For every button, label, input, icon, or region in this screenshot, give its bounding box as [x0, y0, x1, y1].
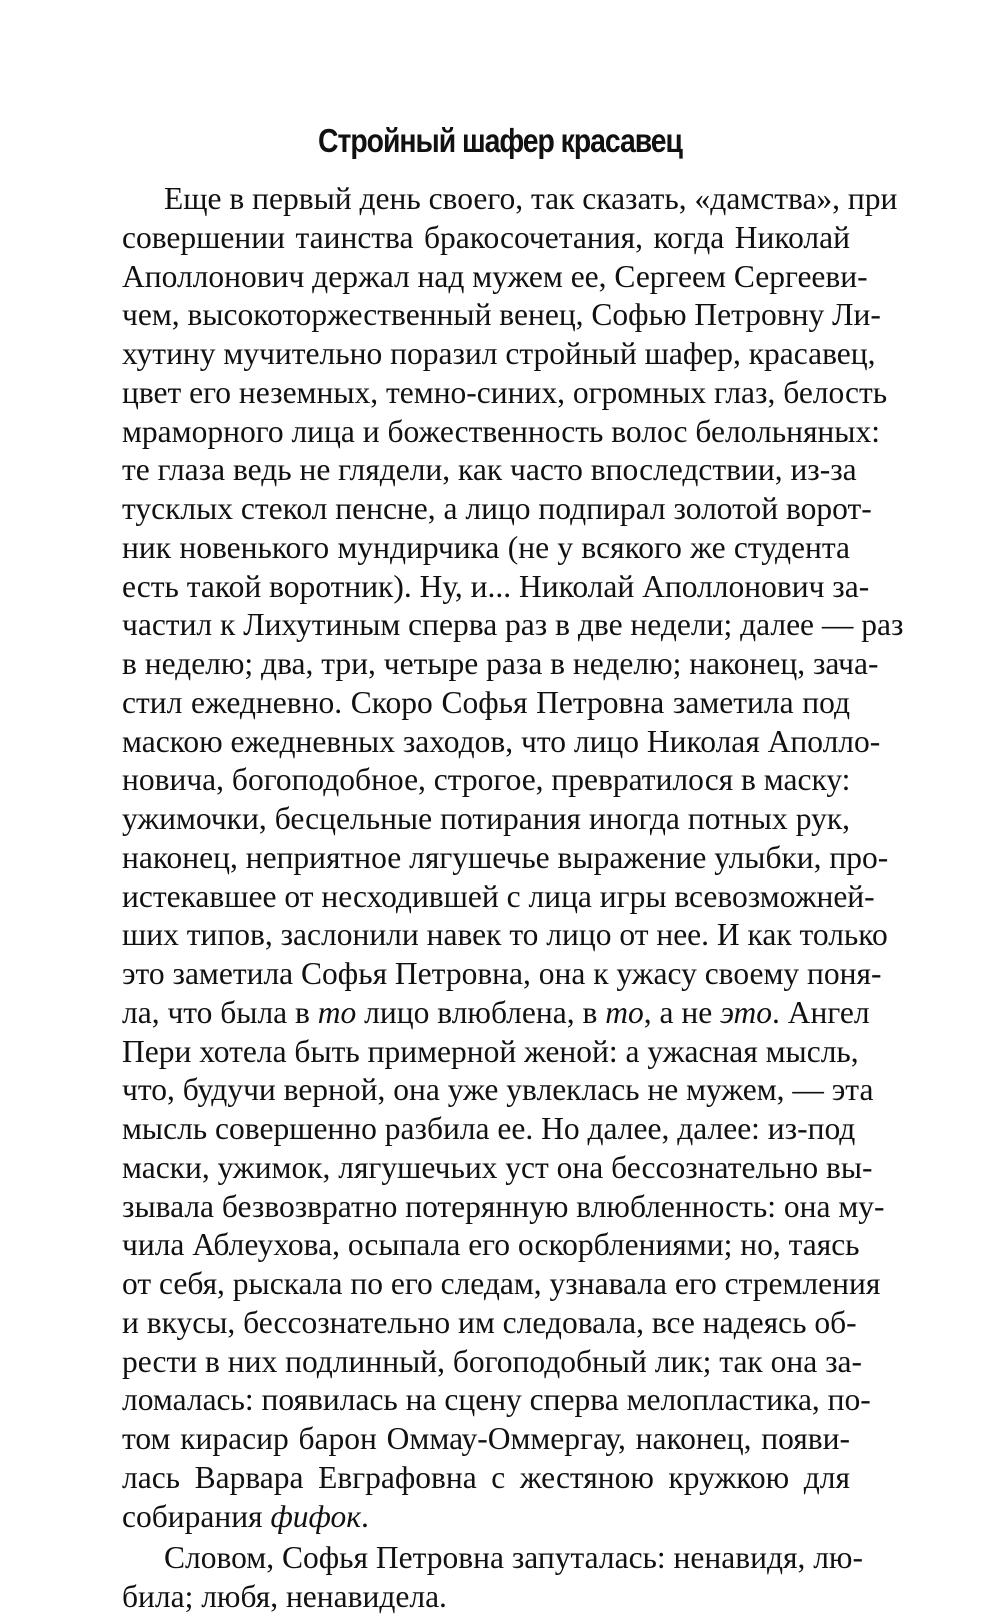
- text-run: , а не: [643, 994, 721, 1030]
- text-line: ник новенького мундирчика (не у всякого же студента: [122, 529, 850, 565]
- text-run: ла, что была в: [122, 994, 318, 1030]
- text-line: те глаза ведь не глядели, как часто впоследствии, из-за: [122, 452, 857, 488]
- text-line: маскою ежедневных заходов, что лицо Николая Аполло-: [122, 723, 881, 759]
- text-line: ших типов, заслонили навек то лицо от нее. И как только: [122, 917, 888, 953]
- text-line: совершении таинства бракосочетания, когда Николай: [122, 219, 850, 255]
- text-line: и вкусы, бессознательно им следовала, все надеясь об-: [122, 1304, 857, 1340]
- body-text: [122, 180, 904, 1617]
- text-line: стил ежедневно. Скоро Софья Петровна заметила под: [122, 684, 850, 720]
- text-line: это заметила Софья Петровна, она к ужасу своему поня-: [122, 956, 882, 991]
- text-line: что, будучи верной, она уже увлеклась не мужем, — эта: [122, 1072, 874, 1108]
- chapter-title: Стройный шафер красавец: [318, 122, 682, 159]
- text-line: наконец, неприятное лягушечье выражение улыбки, про-: [122, 839, 889, 875]
- text-line: мраморного лица и божественность волос белольняных:: [122, 413, 880, 449]
- text-line: цвет его неземных, темно-синих, огромных глаз, белость: [122, 374, 888, 410]
- text-run: .: [361, 1498, 369, 1534]
- emphasis-text: это: [720, 994, 773, 1030]
- text-line: зывала безвозвратно потерянную влюбленность: она му-: [122, 1188, 885, 1224]
- text-line: лась Варвара Евграфовна с жестяною кружкою для: [122, 1459, 850, 1495]
- emphasis-text: фифок: [270, 1498, 361, 1534]
- text-line: чила Аблеухова, осыпала его оскорблениями; но, таясь: [122, 1227, 860, 1263]
- text-line: ломалась: появилась на сцену сперва мелопластика, по-: [122, 1382, 871, 1418]
- text-line: ужимочки, бесцельные потирания иногда потных рук,: [122, 801, 850, 836]
- text-line: мысль совершенно разбила ее. Но далее, далее: из-под: [122, 1111, 856, 1146]
- text-line: частил к Лихутиным сперва раз в две недели; далее — раз: [122, 607, 904, 643]
- text-line: тусклых стекол пенсне, а лицо подпирал золотой ворот-: [122, 491, 872, 526]
- text-line: Пери хотела быть примерной женой: а ужасная мысль,: [122, 1033, 859, 1069]
- text-line: от себя, рыскала по его следам, узнавала его стремления: [122, 1266, 881, 1301]
- text-line: истекавшее от несходившей с лица игры всевозможней-: [122, 878, 875, 914]
- text-line: Аполлонович держал над мужем ее, Сергеем Сергееви-: [122, 258, 868, 294]
- text-line-with-emphasis: [122, 994, 870, 1033]
- text-line: била; любя, ненавидела.: [122, 1579, 447, 1614]
- text-run: лицо влюблена, в: [356, 994, 606, 1030]
- text-line: новича, богоподобное, строгое, превратилося в маску:: [122, 762, 851, 798]
- text-line-with-emphasis: [122, 1498, 850, 1537]
- text-line: маски, ужимок, лягушечьих уст она бессознательно вы-: [122, 1149, 873, 1185]
- text-line: чем, высокоторжественный венец, Софью Петровну Ли-: [122, 297, 881, 333]
- emphasis-text: то: [317, 994, 357, 1030]
- text-line: рести в них подлинный, богоподобный лик; так она за-: [122, 1343, 862, 1379]
- emphasis-text: то: [605, 994, 644, 1030]
- text-line: том кирасир барон Оммау-Оммергау, наконец, появи-: [122, 1421, 850, 1456]
- text-run: . Ангел: [772, 994, 870, 1030]
- text-line: Еще в первый день своего, так сказать, «дамства», при: [164, 181, 898, 216]
- text-line: есть такой воротник). Ну, и... Николай Аполлонович за-: [122, 568, 870, 604]
- text-run: собирания: [122, 1498, 271, 1534]
- text-line: хутину мучительно поразил стройный шафер, красавец,: [122, 336, 876, 371]
- text-line: Словом, Софья Петровна запуталась: ненавидя, лю-: [164, 1540, 863, 1576]
- text-line: в неделю; два, три, четыре раза в неделю; наконец, зача-: [122, 646, 879, 681]
